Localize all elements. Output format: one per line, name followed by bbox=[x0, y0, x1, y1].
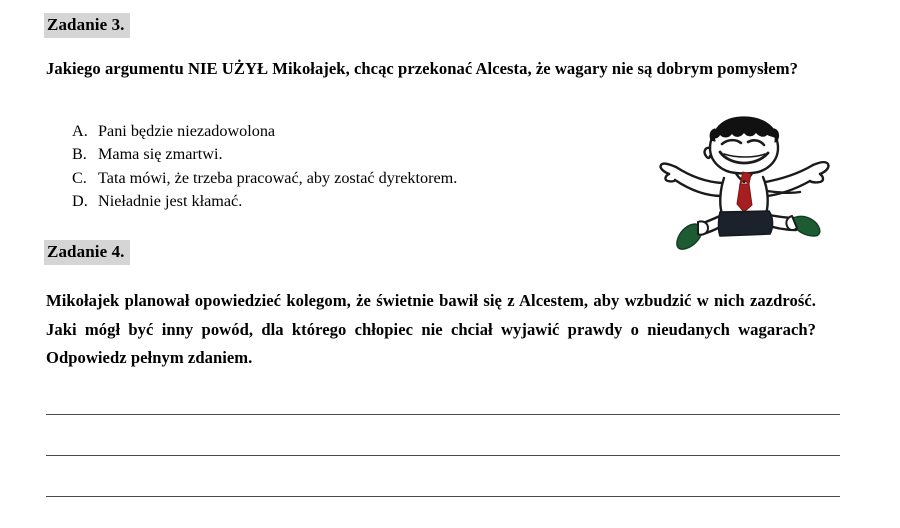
task-4-heading: Zadanie 4. bbox=[44, 240, 130, 265]
option-c[interactable] bbox=[72, 167, 457, 190]
answer-line-3[interactable] bbox=[46, 496, 840, 497]
answer-line-1[interactable] bbox=[46, 414, 840, 415]
shorts-shape bbox=[719, 211, 773, 236]
option-c-letter: C. bbox=[72, 168, 87, 187]
option-b-letter: B. bbox=[72, 145, 87, 164]
option-a-text: Pani będzie niezadowolona bbox=[98, 122, 276, 140]
option-d[interactable] bbox=[72, 190, 457, 213]
task-4-prompt: Mikołajek planował opowiedzieć kolegom, że świetnie bawił się z Alcestem, aby wzbudzić w nich zazdrość. Jaki mógł być inny powód, dla którego chłopiec nie chciał wyjawić prawdy o nieudanych wagarach? Odpowiedz pełnym zdaniem. bbox=[46, 291, 816, 368]
task-3-prompt: Jakiego argumentu NIE UŻYŁ Mikołajek, chcąc przekonać Alcesta, że wagary nie są dobrym pomysłem? bbox=[46, 59, 798, 78]
jumping-boy-icon bbox=[648, 104, 840, 256]
option-d-letter: D. bbox=[72, 191, 88, 210]
option-a[interactable] bbox=[72, 120, 457, 143]
option-b[interactable] bbox=[72, 143, 457, 166]
task-3-heading: Zadanie 3. bbox=[44, 13, 130, 38]
option-d-text: Nieładnie jest kłamać. bbox=[98, 191, 243, 210]
option-c-text: Tata mówi, że trzeba pracować, aby zostać dyrektorem. bbox=[98, 168, 458, 187]
task-3-options-list bbox=[72, 120, 457, 213]
mikolajek-illustration bbox=[648, 104, 840, 256]
option-b-text: Mama się zmartwi. bbox=[98, 145, 223, 164]
answer-line-2[interactable] bbox=[46, 455, 840, 456]
option-a-letter: A. bbox=[72, 122, 88, 140]
